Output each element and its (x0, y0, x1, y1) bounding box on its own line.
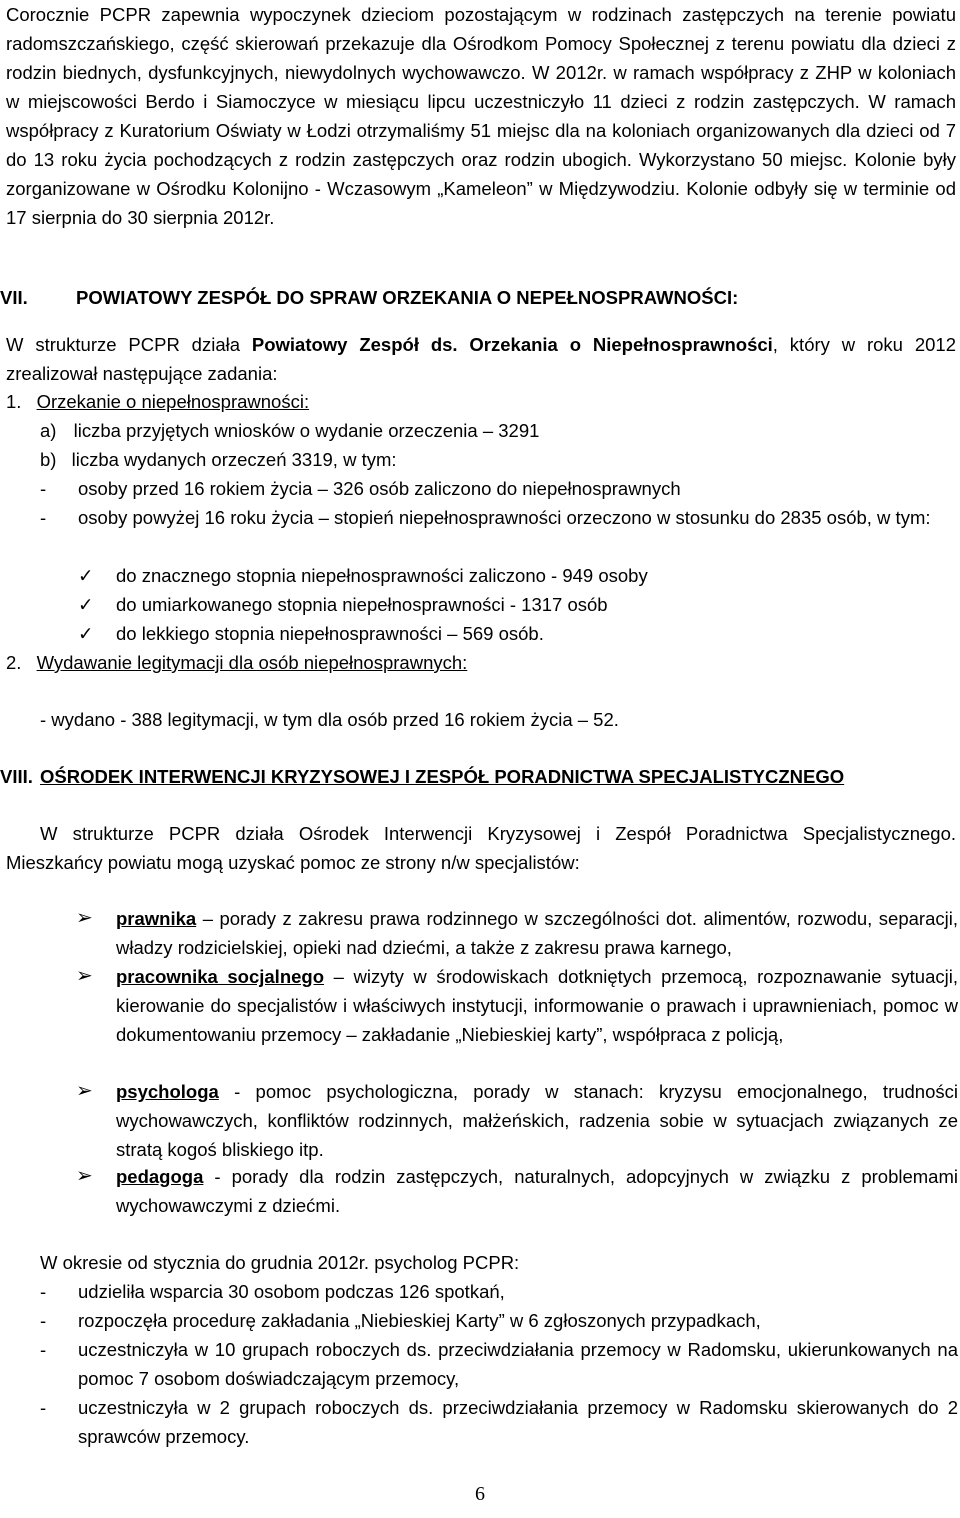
section-7-number: VII. (0, 287, 28, 308)
check-item-3-text: do lekkiego stopnia niepełnosprawności – 569 osób. (116, 623, 544, 644)
specialist-name: pedagoga (116, 1166, 204, 1187)
specialist-text: – porady z zakresu prawa rodzinnego w szczególności dot. alimentów, rozwodu, separacji, władzy rodzicielskiej, opieki nad dziećmi, a także z zakresu prawa karnego, (116, 908, 958, 958)
specialist-name: pracownika socjalnego (116, 966, 325, 987)
intro-paragraph: Corocznie PCPR zapewnia wypoczynek dzieciom pozostającym w rodzinach zastępczych na terenie powiatu radomszczańskiego, część skierowań przekazuje dla Ośrodkom Pomocy Społecznej z terenu powiatu dla dzieci z rodzin biednych, dysfunkcyjnych, niewydolnych wychowawczo. W 2012r. w ramach współpracy z ZHP w koloniach w miejscowości Berdo i Siamoczyce w miesiącu lipcu uczestniczyło 11 dzieci z rodzin zastępczych. W ramach współpracy z Kuratorium Oświaty w Łodzi otrzymaliśmy 51 miejsc dla na koloniach organizowanych dla dzieci od 7 do 13 roku życia pochodzących z rodzin zastępczych oraz rodzin ubogich. Wykorzystano 50 miejsc. Kolonie były zorganizowane w Ośrodku Kolonijno - Wczasowym „Kameleon” w Międzywodziu. Kolonie odbyły się w terminie od 17 sierpnia do 30 sierpnia 2012r. (6, 4, 956, 228)
item-b-label: b) (40, 449, 57, 470)
specialist-text: - porady dla rodzin zastępczych, naturalnych, adopcyjnych w związku z problemami wychowawczymi z dziećmi. (116, 1166, 958, 1216)
activity-text: uczestniczyła w 2 grupach roboczych ds. przeciwdziałania przemocy w Radomsku skierowanych do 2 sprawców przemocy. (78, 1397, 958, 1447)
dash-marker: - (40, 1397, 47, 1418)
check-item-1-text: do znacznego stopnia niepełnosprawności zaliczono - 949 osoby (116, 565, 648, 586)
dash-item-1-text: osoby przed 16 rokiem życia – 326 osób zaliczono do niepełnosprawnych (78, 478, 681, 499)
dash-marker: - (40, 507, 47, 528)
item-b (40, 445, 397, 474)
dash-marker: - (40, 1281, 47, 1302)
specialist-text: - pomoc psychologiczna, porady w stanach: kryzysu emocjonalnego, trudności wychowawczych, konfliktów rodzinnych, małżeńskich, radzenia sobie w sytuacjach związanych ze stratą kogoś bliskiego itp. (116, 1081, 958, 1160)
item-a (40, 416, 539, 445)
specialist-item (116, 1162, 958, 1220)
dash-item-2-text: osoby powyżej 16 roku życia – stopień niepełnosprawności orzeczono w stosunku do 2835 osób, w tym: (78, 507, 931, 528)
dash-marker: - (40, 1310, 47, 1331)
specialist-item (116, 1077, 958, 1164)
item-2-number: 2. (6, 652, 22, 673)
section-8-intro: W strukturze PCPR działa Ośrodek Interwencji Kryzysowej i Zespół Poradnictwa Specjalistycznego. Mieszkańcy powiatu mogą uzyskać pomoc ze strony n/w specjalistów: (6, 823, 956, 873)
item-2-title: Wydawanie legitymacji dla osób niepełnosprawnych: (36, 652, 468, 673)
dash-marker: - (40, 478, 47, 499)
item-b-text: liczba wydanych orzeczeń 3319, w tym: (71, 449, 397, 470)
period-title: W okresie od stycznia do grudnia 2012r. psycholog PCPR: (40, 1252, 520, 1273)
checkmark-icon: ✓ (78, 623, 94, 644)
dash-item-2 (40, 503, 958, 561)
activity-text: uczestniczyła w 10 grupach roboczych ds. przeciwdziałania przemocy w Radomsku, ukierunkowanych na pomoc 7 osobom doświadczającym przemocy, (78, 1339, 958, 1389)
checkmark-icon: ✓ (78, 594, 94, 615)
activity-item (40, 1335, 958, 1393)
check-item-2-text: do umiarkowanego stopnia niepełnosprawności - 1317 osób (116, 594, 608, 615)
arrow-bullet-icon: ➢ (76, 907, 93, 929)
check-item-1 (78, 561, 648, 590)
item-a-label: a) (40, 420, 57, 441)
activity-item (40, 1277, 958, 1306)
specialist-name: prawnika (116, 908, 197, 929)
section-7-title: POWIATOWY ZESPÓŁ DO SPRAW ORZEKANIA O NEPEŁNOSPRAWNOŚCI: (76, 287, 739, 308)
section-8-number: VIII. (0, 766, 33, 787)
activity-text: rozpoczęła procedurę zakładania „Niebieskiej Karty” w 6 zgłoszonych przypadkach, (78, 1310, 761, 1331)
checkmark-icon: ✓ (78, 565, 94, 586)
dash-marker: - (40, 1339, 47, 1360)
item-a-text: liczba przyjętych wniosków o wydanie orzeczenia – 3291 (73, 420, 540, 441)
specialist-name: psychologa (116, 1081, 219, 1102)
check-item-3 (78, 619, 544, 648)
section-7-intro-tail: , który w roku 2012 zrealizował następujące zadania: (6, 334, 956, 384)
section-7-intro (6, 330, 956, 388)
section-7-intro-bold: Powiatowy Zespół ds. Orzekania o Niepełnosprawności (251, 334, 773, 355)
specialist-item (116, 904, 958, 962)
activity-text: udzieliła wsparcia 30 osobom podczas 126 spotkań, (78, 1281, 505, 1302)
dash-item-1 (40, 474, 958, 503)
specialist-text: – wizyty w środowiskach dotkniętych przemocą, rozpoznawanie sytuacji, kierowanie do specjalistów i właściwych instytucji, informowanie o prawach i uprawnieniach, pomoc w dokumentowaniu przemocy – zakładanie „Niebieskiej karty”, współpraca z policją, (116, 966, 958, 1045)
item-1 (6, 387, 309, 416)
item-1-title: Orzekanie o niepełnosprawności: (36, 391, 310, 412)
section-8-title: OŚRODEK INTERWENCJI KRYZYSOWEJ I ZESPÓŁ PORADNICTWA SPECJALISTYCZNEGO (40, 766, 845, 787)
section-8-heading (0, 762, 960, 791)
arrow-bullet-icon: ➢ (76, 1080, 93, 1102)
item-2-text: - wydano - 388 legitymacji, w tym dla osób przed 16 rokiem życia – 52. (40, 709, 619, 730)
specialist-item (116, 962, 958, 1049)
section-7-heading (0, 283, 960, 312)
item-1-number: 1. (6, 391, 22, 412)
activity-item (40, 1393, 958, 1451)
section-7-intro-text: W strukturze PCPR działa (6, 334, 252, 355)
page-number: 6 (475, 1483, 485, 1505)
arrow-bullet-icon: ➢ (76, 1165, 93, 1187)
check-item-2 (78, 590, 608, 619)
arrow-bullet-icon: ➢ (76, 965, 93, 987)
item-2 (6, 648, 467, 677)
activity-item (40, 1306, 958, 1335)
